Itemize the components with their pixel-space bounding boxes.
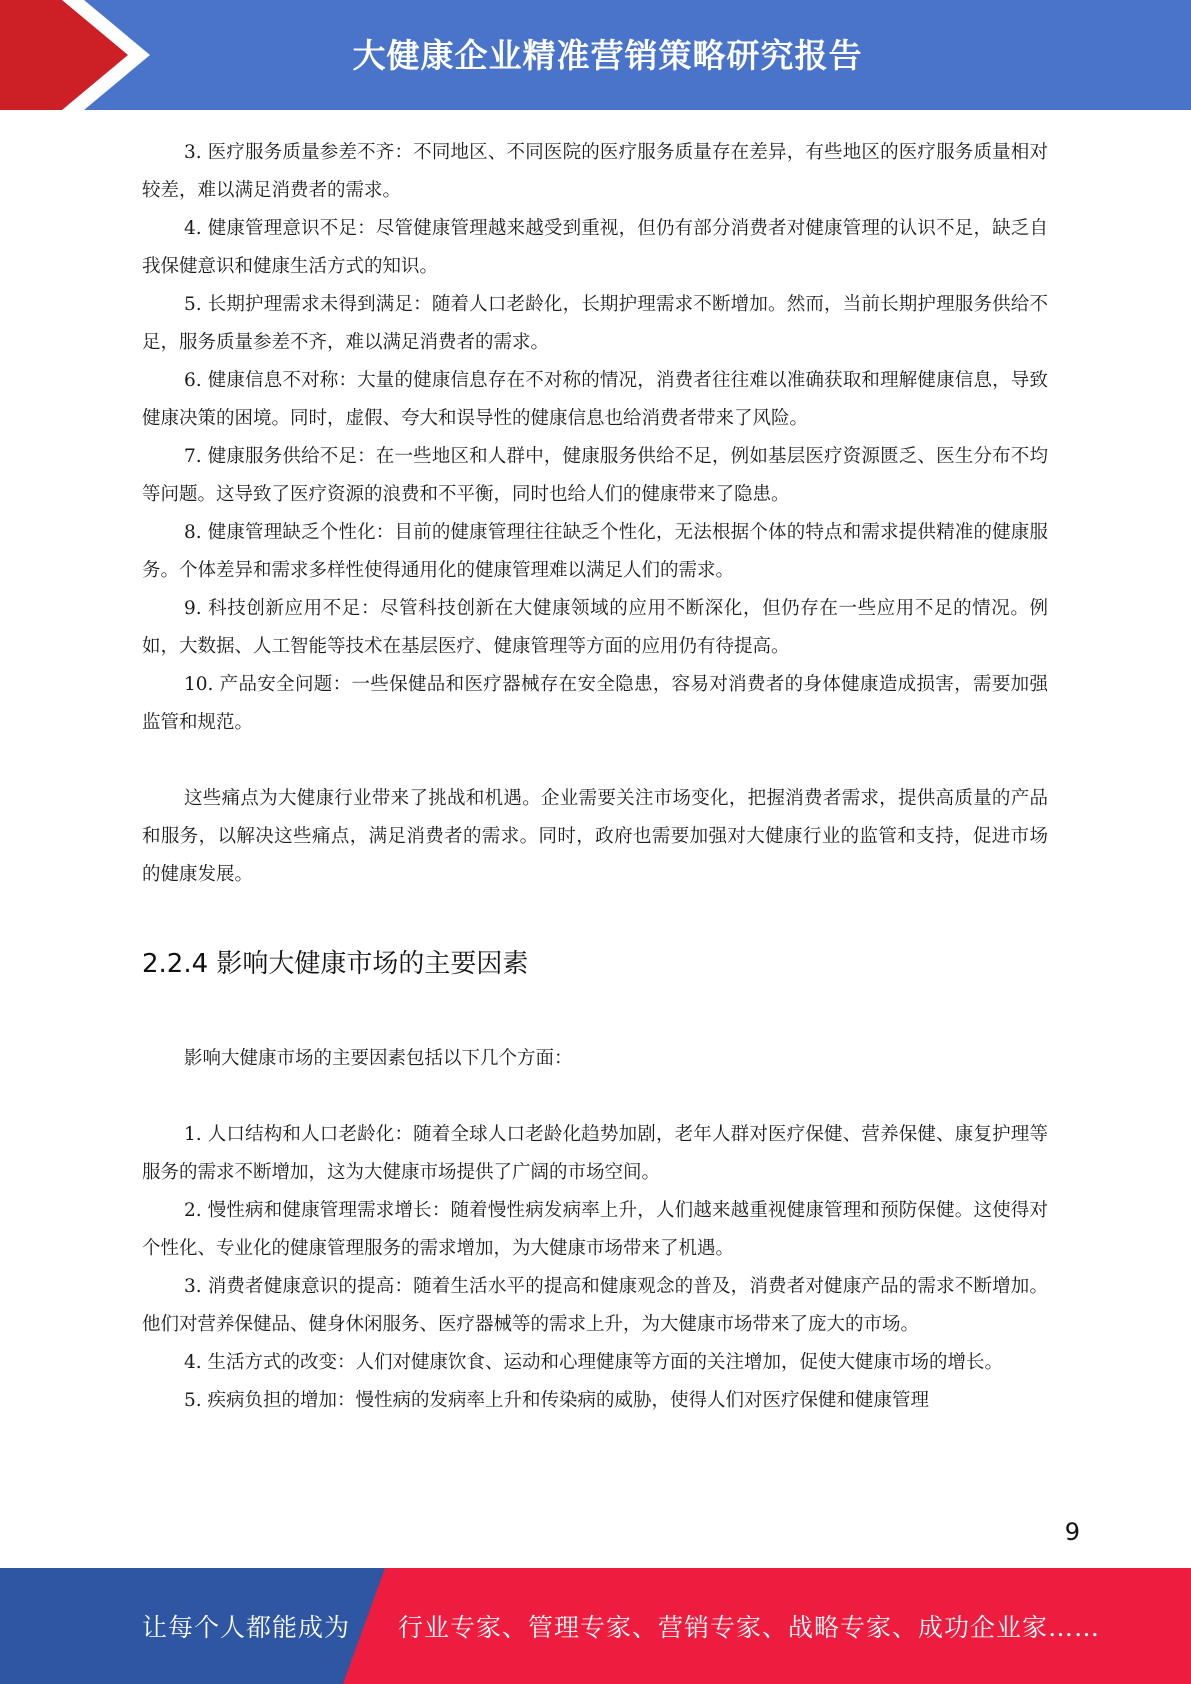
pain-point-6: 6. 健康信息不对称：大量的健康信息存在不对称的情况，消费者往往难以准确获取和理解健康信息，导致健康决策的困境。同时，虚假、夸大和误导性的健康信息也给消费者带来了风险。 [142,370,1048,429]
pain-point-7: 7. 健康服务供给不足：在一些地区和人群中，健康服务供给不足，例如基层医疗资源匮乏、医生分布不均等问题。这导致了医疗资源的浪费和不平衡，同时也给人们的健康带来了隐患。 [142,446,1048,505]
report-title: 大健康企业精准营销策略研究报告 [352,36,863,75]
factor-4: 4. 生活方式的改变：人们对健康饮食、运动和心理健康等方面的关注增加，促使大健康市场的增长。 [184,1352,1004,1373]
page-footer [0,1568,1191,1684]
pain-point-8: 8. 健康管理缺乏个性化：目前的健康管理往往缺乏个性化，无法根据个体的特点和需求提供精准的健康服务。个体差异和需求多样性使得通用化的健康管理难以满足人们的需求。 [142,522,1048,581]
factor-2: 2. 慢性病和健康管理需求增长：随着慢性病发病率上升，人们越来越重视健康管理和预防保健。这使得对个性化、专业化的健康管理服务的需求增加，为大健康市场带来了机遇。 [142,1200,1048,1259]
factor-3: 3. 消费者健康意识的提高：随着生活水平的提高和健康观念的普及，消费者对健康产品的需求不断增加。他们对营养保健品、健身休闲服务、医疗器械等的需求上升，为大健康市场带来了庞大的市场。 [142,1276,1048,1335]
summary-paragraph: 这些痛点为大健康行业带来了挑战和机遇。企业需要关注市场变化，把握消费者需求，提供高质量的产品和服务，以解决这些痛点，满足消费者的需求。同时，政府也需要加强对大健康行业的监管和支持，促进市场的健康发展。 [142,788,1048,885]
pain-point-3: 3. 医疗服务质量参差不齐：不同地区、不同医院的医疗服务质量存在差异，有些地区的医疗服务质量相对较差，难以满足消费者的需求。 [142,142,1048,201]
page-header [0,0,1191,110]
factor-1: 1. 人口结构和人口老龄化：随着全球人口老龄化趋势加剧，老年人群对医疗保健、营养保健、康复护理等服务的需求不断增加，这为大健康市场提供了广阔的市场空间。 [142,1124,1048,1183]
pain-point-10: 10. 产品安全问题：一些保健品和医疗器械存在安全隐患，容易对消费者的身体健康造成损害，需要加强监管和规范。 [142,674,1048,733]
pain-point-5: 5. 长期护理需求未得到满足：随着人口老龄化，长期护理需求不断增加。然而，当前长期护理服务供给不足，服务质量参差不齐，难以满足消费者的需求。 [142,294,1048,353]
page-content [142,134,1048,1420]
pain-point-9: 9. 科技创新应用不足：尽管科技创新在大健康领域的应用不断深化，但仍存在一些应用不足的情况。例如，大数据、人工智能等技术在基层医疗、健康管理等方面的应用仍有待提高。 [142,598,1048,657]
pain-point-4: 4. 健康管理意识不足：尽管健康管理越来越受到重视，但仍有部分消费者对健康管理的认识不足，缺乏自我保健意识和健康生活方式的知识。 [142,218,1048,277]
section-intro: 影响大健康市场的主要因素包括以下几个方面： [184,1048,573,1069]
footer-slogan-right: 行业专家、管理专家、营销专家、战略专家、成功企业家…… [398,1613,1101,1642]
page-number: 9 [1064,1518,1080,1546]
footer-slogan-left: 让每个人都能成为 [142,1613,351,1642]
section-heading: 2.2.4 影响大健康市场的主要因素 [142,949,529,979]
factor-5: 5. 疾病负担的增加：慢性病的发病率上升和传染病的威胁，使得人们对医疗保健和健康管理 [184,1390,930,1411]
